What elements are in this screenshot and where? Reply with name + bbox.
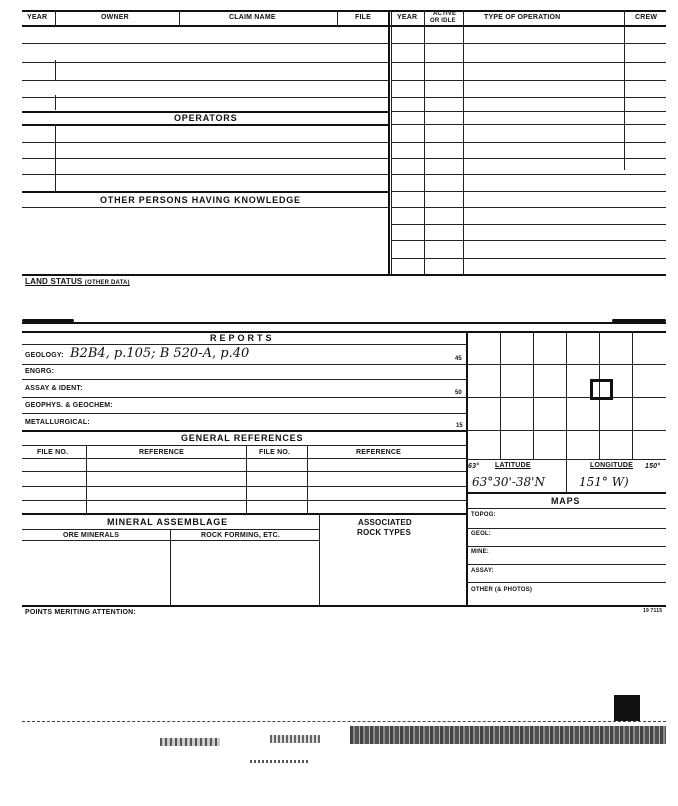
longitude-value: 151° W) [579, 475, 629, 489]
metallurgical-label: METALLURGICAL: [25, 419, 90, 426]
latitude-label: LATITUDE [495, 462, 531, 469]
assay-ident-label: ASSAY & IDENT: [25, 385, 83, 392]
header-claim-name: CLAIM NAME [229, 14, 276, 21]
header-active-2: OR IDLE [430, 18, 456, 24]
header-type-of-operation: TYPE OF OPERATION [484, 14, 561, 21]
col-reference-1: REFERENCE [139, 449, 184, 456]
maps-assay: ASSAY: [471, 568, 494, 574]
maps-topog: TOPOG: [471, 512, 496, 518]
form-number: 19 7115 [643, 608, 663, 614]
header-active-1: ACTIVE [433, 11, 457, 17]
header-year-2: YEAR [397, 14, 418, 21]
header-owner: OWNER [101, 14, 129, 21]
maps-title: MAPS [551, 496, 581, 506]
other-persons-title: OTHER PERSONS HAVING KNOWLEDGE [100, 195, 301, 205]
land-status-label: LAND STATUS (OTHER DATA) [25, 277, 130, 286]
location-marker-square [590, 379, 613, 400]
col-file-no-2: FILE NO. [259, 449, 291, 456]
rock-forming-label: ROCK FORMING, ETC. [201, 532, 281, 539]
col-file-no-1: FILE NO. [37, 449, 69, 456]
header-year: YEAR [27, 14, 48, 21]
geology-value: B2B4, p.105; B 520-A, p.40 [70, 346, 250, 361]
ore-minerals-label: ORE MINERALS [63, 532, 120, 539]
general-references-title: GENERAL REFERENCES [181, 433, 304, 443]
reports-title: REPORTS [210, 333, 275, 343]
maps-other: OTHER (& PHOTOS) [471, 587, 533, 593]
maps-mine: MINE: [471, 549, 489, 555]
engrg-label: ENGRG: [25, 368, 55, 375]
mineral-assemblage-title: MINERAL ASSEMBLAGE [107, 517, 228, 527]
geophys-geochem-label: GEOPHYS. & GEOCHEM: [25, 402, 113, 409]
latitude-value: 63°30'-38'N [472, 475, 545, 489]
operators-title: OPERATORS [174, 113, 238, 123]
col-reference-2: REFERENCE [356, 449, 401, 456]
associated-line-1: ASSOCIATED [358, 518, 412, 527]
lon-suffix: 150° [645, 463, 661, 470]
geology-label: GEOLOGY: [25, 352, 64, 359]
page-number-45: 45 [455, 356, 462, 362]
maps-geol: GEOL: [471, 531, 491, 537]
page-number-50: 50 [455, 390, 462, 396]
lat-prefix: 63° [468, 463, 480, 470]
points-meriting-attention: POINTS MERITING ATTENTION: [25, 609, 136, 616]
header-file: FILE [355, 14, 371, 21]
header-crew: CREW [635, 14, 658, 21]
associated-line-2: ROCK TYPES [357, 528, 412, 537]
longitude-label: LONGITUDE [590, 462, 634, 469]
page-number-15: 15 [456, 423, 463, 429]
